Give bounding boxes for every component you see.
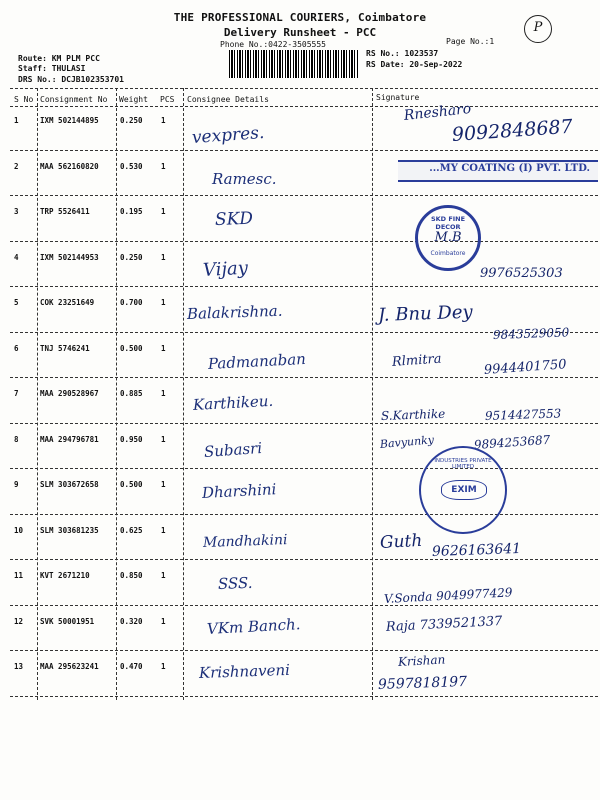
row-pcs: 1 bbox=[161, 571, 166, 580]
row-consignment-no: SLM 303681235 bbox=[40, 525, 99, 535]
col-header-pcs: PCS bbox=[160, 95, 175, 104]
row-signature: Rlmitra bbox=[391, 351, 443, 370]
row-consignee-handwritten: SSS. bbox=[217, 573, 253, 593]
row-signature-phone: 9894253687 bbox=[473, 432, 551, 452]
row-weight: 0.850 bbox=[120, 571, 143, 580]
row-weight: 0.320 bbox=[120, 616, 143, 626]
row-sno: 11 bbox=[14, 571, 24, 580]
col-header-weight: Weight bbox=[119, 95, 148, 104]
row-consignment-no: KVT 2671210 bbox=[40, 571, 90, 580]
row-consignee-handwritten: vexpres. bbox=[191, 122, 265, 148]
row-weight: 0.250 bbox=[120, 252, 143, 262]
row-separator bbox=[10, 423, 598, 424]
route: Route: KM PLM PCC bbox=[18, 54, 100, 63]
row-separator bbox=[10, 696, 598, 697]
row-consignment-no: IXM 502144895 bbox=[40, 116, 99, 125]
row-sno: 10 bbox=[14, 525, 24, 535]
row-consignee-handwritten: Dharshini bbox=[201, 480, 277, 502]
row-consignee-handwritten: Ramesc. bbox=[212, 170, 277, 188]
row-signature-phone: 9976525303 bbox=[480, 266, 563, 281]
page-number: Page No.:1 bbox=[446, 37, 495, 46]
row-signature: J. Bnu Dey bbox=[377, 301, 473, 326]
row-consignment-no: MAA 295623241 bbox=[40, 662, 99, 671]
row-separator bbox=[10, 241, 598, 242]
row-sno: 8 bbox=[14, 434, 19, 444]
col-header-signature: Signature bbox=[376, 93, 420, 102]
row-pcs: 1 bbox=[161, 480, 166, 489]
row-pcs: 1 bbox=[161, 298, 166, 307]
barcode bbox=[229, 50, 359, 78]
row-signature: Guth bbox=[379, 530, 423, 553]
rs-number: RS No.: 1023537 bbox=[366, 49, 439, 58]
row-separator bbox=[10, 650, 598, 651]
row-consignment-no: SVK 50001951 bbox=[40, 616, 95, 626]
row-consignment-no: TNJ 5746241 bbox=[40, 343, 90, 353]
row-separator bbox=[10, 195, 598, 196]
row-signature-phone: 9514427553 bbox=[484, 406, 562, 423]
row-signature-phone: 9944401750 bbox=[483, 357, 568, 378]
row-signature: Bavyunky bbox=[379, 433, 435, 451]
col-divider bbox=[183, 88, 184, 700]
row-consignee-handwritten: Padmanaban bbox=[207, 349, 307, 373]
row-consignee-handwritten: Krishnaveni bbox=[198, 660, 291, 682]
row-signature-phone: Raja 7339521337 bbox=[385, 613, 503, 635]
row-signature: Rnesharo bbox=[403, 100, 472, 124]
row-weight: 0.700 bbox=[120, 298, 143, 307]
row-weight: 0.470 bbox=[120, 662, 143, 671]
row-signature: S.Karthike bbox=[380, 406, 446, 423]
row-weight: 0.500 bbox=[120, 343, 143, 353]
row-pcs: 1 bbox=[161, 161, 166, 171]
company-title: THE PROFESSIONAL COURIERS, Coimbatore bbox=[173, 11, 427, 24]
row-sno: 5 bbox=[14, 298, 19, 307]
col-divider bbox=[116, 88, 117, 700]
row-sno: 9 bbox=[14, 480, 19, 489]
company-round-stamp bbox=[419, 446, 507, 534]
row-signature-phone: 9626163641 bbox=[431, 540, 522, 560]
row-pcs: 1 bbox=[161, 116, 166, 125]
row-signature-phone: 9597818197 bbox=[377, 673, 468, 693]
row-pcs: 1 bbox=[161, 343, 166, 353]
row-pcs: 1 bbox=[161, 662, 166, 671]
row-separator bbox=[10, 514, 598, 515]
row-sno: 2 bbox=[14, 161, 19, 171]
header-bottom-rule bbox=[10, 106, 598, 107]
row-consignee-handwritten: Karthikeu. bbox=[192, 391, 274, 414]
round-stamp-center: EXIM bbox=[441, 480, 487, 500]
row-sno: 4 bbox=[14, 252, 19, 262]
row-pcs: 1 bbox=[161, 525, 166, 535]
row-signature-phone: 9843529050 bbox=[492, 325, 570, 342]
row-weight: 0.500 bbox=[120, 480, 143, 489]
row-separator bbox=[10, 377, 598, 378]
row-signature-phone: V.Sonda 9049977429 bbox=[383, 585, 513, 606]
company-stamp bbox=[398, 160, 598, 182]
row-consignment-no: TRP 5526411 bbox=[40, 207, 90, 216]
skd-stamp-bottom-text: Coimbatore bbox=[430, 250, 466, 257]
skd-round-stamp bbox=[415, 205, 481, 271]
row-separator bbox=[10, 150, 598, 151]
row-sno: 3 bbox=[14, 207, 19, 216]
header-top-rule bbox=[10, 88, 598, 89]
row-consignment-no: SLM 303672658 bbox=[40, 480, 99, 489]
row-pcs: 1 bbox=[161, 389, 166, 398]
staff: Staff: THULASI bbox=[18, 64, 86, 73]
row-pcs: 1 bbox=[161, 616, 166, 626]
row-consignee-handwritten: SKD bbox=[214, 208, 254, 230]
round-stamp-ring-text: INDUSTRIES PRIVATE LIMITED bbox=[434, 458, 492, 470]
row-pcs: 1 bbox=[161, 434, 166, 444]
row-weight: 0.625 bbox=[120, 525, 143, 535]
page-circle-mark: P bbox=[524, 15, 552, 43]
row-consignee-handwritten: Subasri bbox=[203, 438, 263, 461]
row-weight: 0.530 bbox=[120, 161, 143, 171]
row-consignee-handwritten: Mandhakini bbox=[202, 532, 288, 551]
row-signature: Krishan bbox=[397, 652, 446, 669]
col-divider bbox=[372, 88, 373, 700]
row-weight: 0.195 bbox=[120, 207, 143, 216]
row-consignee-handwritten: Balakrishna. bbox=[186, 301, 283, 323]
row-sno: 6 bbox=[14, 343, 19, 353]
row-separator bbox=[10, 468, 598, 469]
row-weight: 0.885 bbox=[120, 389, 143, 398]
row-sno: 12 bbox=[14, 616, 24, 626]
rs-date: RS Date: 20-Sep-2022 bbox=[366, 60, 463, 69]
row-sno: 13 bbox=[14, 662, 24, 671]
row-sno: 7 bbox=[14, 389, 19, 398]
col-divider bbox=[37, 88, 38, 700]
skd-stamp-signature: M.B bbox=[434, 230, 462, 245]
row-consignment-no: IXM 502144953 bbox=[40, 252, 99, 262]
row-separator bbox=[10, 605, 598, 606]
row-signature-phone: 9092848687 bbox=[451, 115, 574, 146]
row-separator bbox=[10, 286, 598, 287]
col-header-sno: S No bbox=[14, 95, 34, 104]
row-weight: 0.250 bbox=[120, 116, 143, 125]
row-sno: 1 bbox=[14, 116, 19, 125]
row-pcs: 1 bbox=[161, 207, 166, 216]
skd-stamp-ring-text: SKD FINE DECOR bbox=[430, 215, 466, 231]
row-consignee-handwritten: Vijay bbox=[202, 257, 249, 281]
row-consignment-no: MAA 294796781 bbox=[40, 434, 99, 444]
row-weight: 0.950 bbox=[120, 434, 143, 444]
row-consignment-no: COK 23251649 bbox=[40, 298, 95, 307]
document-subtitle: Delivery Runsheet - PCC bbox=[223, 26, 377, 39]
row-separator bbox=[10, 559, 598, 560]
row-consignment-no: MAA 562160820 bbox=[40, 161, 99, 171]
row-consignment-no: MAA 290528967 bbox=[40, 389, 99, 398]
row-pcs: 1 bbox=[161, 252, 166, 262]
company-stamp-text: ...MY COATING (I) PVT. LTD. bbox=[429, 163, 590, 174]
row-consignee-handwritten: VKm Banch. bbox=[206, 615, 301, 638]
drs-number: DRS No.: DCJB102353701 bbox=[18, 75, 124, 84]
col-header-consignee: Consignee Details bbox=[187, 95, 269, 104]
col-header-consignment: Consignment No bbox=[40, 95, 108, 104]
phone-number: Phone No.:0422-3505555 bbox=[220, 40, 326, 49]
